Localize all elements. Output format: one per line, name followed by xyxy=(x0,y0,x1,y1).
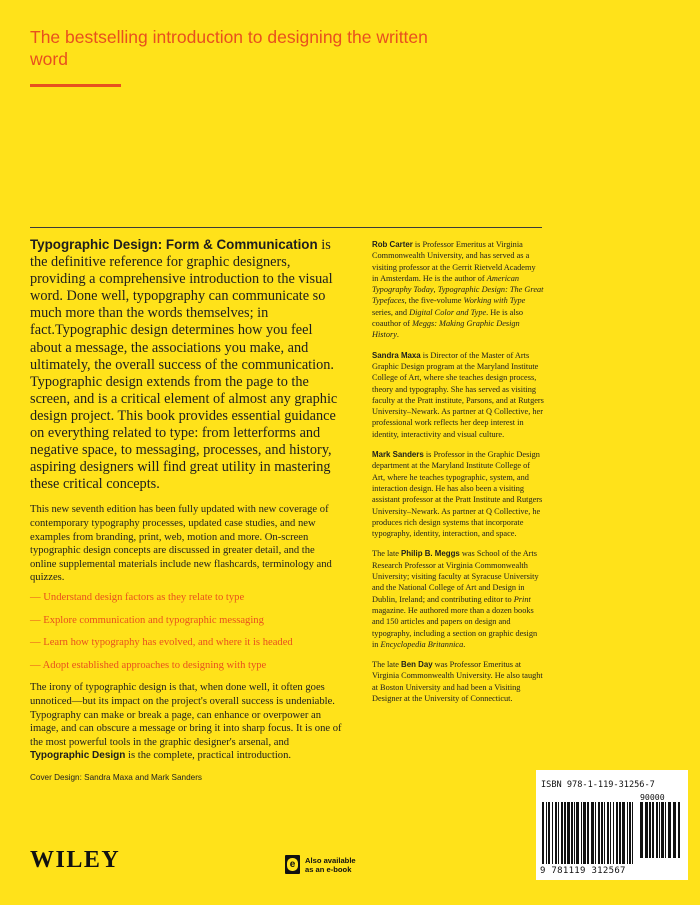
lead-text: is the definitive reference for graphic designers, providing a comprehensive introduction to the visual word. Done well, typopgraphy can communicate so much more than the words themselves; in fact.Typographic design determines how you feel about a message, the associations you make, and ultimately, the overall success of the communication. Typographic design extends from the page to the screen, and is a critical element of almost any graphic design project. This book provides essential guidance on everything related to type: from letterforms and negative space, to messaging, processes, and history, aspiring designers will find great utility in mastering these critical concepts. xyxy=(30,237,338,493)
barcode-bar xyxy=(629,802,631,864)
bio-text: series, and xyxy=(372,307,410,317)
bio-mark-sanders xyxy=(372,449,544,539)
book-reference: Meggs: Making Graphic Design History xyxy=(372,319,520,340)
bio-rob-carter xyxy=(372,239,544,341)
barcode-bar xyxy=(619,802,621,864)
barcode-bar xyxy=(649,802,651,858)
barcode-bar xyxy=(558,802,559,864)
barcode-icon xyxy=(542,802,682,864)
barcode-bar xyxy=(678,802,680,858)
bio-sandra-maxa xyxy=(372,350,544,440)
book-reference: American Typography Today xyxy=(372,273,520,295)
ebook-availability xyxy=(305,856,375,875)
author-name: Ben Day xyxy=(401,660,433,670)
bio-text: was School of the Arts Research Professor at Virginia Commonwealth University; visiting faculty at Syracuse University and the National College of Art and Design in Dublin, Ireland; and contributing editor to xyxy=(372,549,539,604)
barcode-bar xyxy=(583,802,586,864)
barcode-bar xyxy=(673,802,676,858)
barcode-bar xyxy=(548,802,550,864)
bio-text: , the five-volume xyxy=(404,296,464,306)
barcode-bar xyxy=(607,802,609,864)
book-reference: Working with Type xyxy=(463,296,526,306)
barcode-digits: 9 781119 312567 xyxy=(540,866,626,876)
ebook-icon xyxy=(285,855,300,874)
bio-text: The late xyxy=(372,660,402,670)
barcode-bar xyxy=(564,802,566,864)
barcode-bar xyxy=(595,802,596,864)
barcode-bar xyxy=(665,802,666,858)
feature-item: — Explore communication and typographic messaging xyxy=(30,614,264,626)
barcode-bar xyxy=(613,802,614,864)
price-code: 90000 xyxy=(640,792,665,802)
barcode-bar xyxy=(574,802,575,864)
author-name: Sandra Maxa xyxy=(372,350,421,360)
barcode-bar xyxy=(656,802,658,858)
bio-text: . xyxy=(463,639,466,649)
barcode-bar xyxy=(601,802,603,864)
isbn-number: ISBN 978-1-119-31256-7 xyxy=(541,780,655,790)
feature-list xyxy=(30,591,342,672)
bio-text: The late xyxy=(372,549,402,559)
barcode-bar xyxy=(567,802,570,864)
bio-text: was Professor Emeritus at Virginia Commonwealth University. He also taught at Boston University and had been a Visiting Designer at the University of Connecticut. xyxy=(372,660,543,703)
barcode-bar xyxy=(627,802,628,864)
section-divider xyxy=(30,227,542,228)
barcode-bar xyxy=(645,802,648,858)
bio-text: , xyxy=(433,285,438,295)
barcode-bar xyxy=(598,802,600,864)
closing-text: The irony of typographic design is that, when done well, it often goes unnoticed—but its impact on the project's overall success is undeniable. Typography can make or break a page, can enhance or overpower an image, and can obscure a message or bring it into sharp focus. It is one of the most powerful tools in the graphic designer's arsenal, and xyxy=(30,682,342,748)
ebook-line: Also available xyxy=(305,856,356,865)
bio-text: is Professor in the Graphic Design department at the Maryland Institute College of Art, where he teaches typographic, system, and interaction design. He has also been a visiting assistant professor at the Pratt Institute and Rutgers University–Newark. As partner at Q Collective, he produces rich design systems that incorporate typography, identity, interaction, and space. xyxy=(372,450,543,539)
description-column xyxy=(30,236,342,763)
bio-text: is Director of the Master of Arts Graphic Design program at the Maryland Institute College of Art, where she teaches design process, theory and typography. She has served as visiting faculty at the Pratt institute, Parsons, and at Rutgers University–Newark. As partner at Q Collective, her professional work reflects her deep interest in identity, interactivity and visual culture. xyxy=(372,350,544,439)
bio-philip-meggs xyxy=(372,548,544,650)
book-reference: Digital Color and Type xyxy=(409,307,487,317)
barcode-bar xyxy=(659,802,660,858)
lead-paragraph xyxy=(30,236,342,493)
barcode-bar xyxy=(542,802,544,864)
barcode-bar xyxy=(632,802,633,864)
bio-text: is Professor Emeritus at Virginia Commonwealth University, and has served as a visiting professor at the Gerrit Rietveld Academy in Amsterdam. He is the author of xyxy=(372,240,536,283)
barcode-bar xyxy=(616,802,618,864)
author-bios-column xyxy=(372,239,544,713)
publication-reference: Print xyxy=(513,594,531,604)
barcode-bar xyxy=(555,802,557,864)
barcode-bar xyxy=(587,802,589,864)
book-title: Typographic Design: Form & Communication xyxy=(30,237,318,252)
feature-item: — Learn how typography has evolved, and where it is headed xyxy=(30,637,293,649)
barcode-panel xyxy=(536,770,688,880)
edition-paragraph: This new seventh edition has been fully updated with new coverage of contemporary typography processes, updated case studies, and new examples from branding, print, web, motion and more. On-screen typographic design concepts are discussed in greater detail, and the online supplemental materials include new flashcards, terminology and quizzes. xyxy=(30,504,332,584)
ebook-icon-letter: e xyxy=(287,858,298,871)
barcode-bar xyxy=(571,802,573,864)
feature-item: — Adopt established approaches to designing with type xyxy=(30,659,267,671)
barcode-bar xyxy=(561,802,563,864)
barcode-bar xyxy=(661,802,664,858)
bio-text: . xyxy=(396,330,399,340)
author-name: Mark Sanders xyxy=(372,450,424,460)
cover-tagline: The bestselling introduction to designing the written word xyxy=(30,27,428,69)
barcode-bar xyxy=(610,802,611,864)
barcode-bar xyxy=(652,802,654,858)
author-name: Philip B. Meggs xyxy=(401,549,460,559)
barcode-bar xyxy=(546,802,547,864)
barcode-bar xyxy=(576,802,579,864)
closing-end: is the complete, practical introduction. xyxy=(125,750,292,762)
publisher-logo: WILEY xyxy=(30,847,121,873)
author-name: Rob Carter xyxy=(372,240,413,249)
book-reference: Typographic Design: The Great Typefaces xyxy=(372,285,544,306)
barcode-bar xyxy=(604,802,605,864)
barcode-bar xyxy=(552,802,553,864)
closing-paragraph xyxy=(30,681,342,763)
barcode-bar xyxy=(581,802,582,864)
bio-text: magazine. He authored more than a dozen books and 150 articles and papers on design and typography, including a section on graphic design in xyxy=(372,605,538,649)
closing-title: Typographic Design xyxy=(30,750,126,762)
tagline-underline xyxy=(30,84,121,87)
barcode-bar xyxy=(591,802,594,864)
publication-reference: Encyclopedia Britannica xyxy=(380,639,464,649)
cover-design-credit: Cover Design: Sandra Maxa and Mark Sanders xyxy=(30,773,203,782)
barcode-bar xyxy=(640,802,643,858)
barcode-bar xyxy=(668,802,671,858)
ebook-line: as an e-book xyxy=(305,865,352,875)
barcode-bar xyxy=(622,802,625,864)
bio-ben-day xyxy=(372,659,544,704)
bio-text: . He is also coauthor of xyxy=(372,307,524,329)
feature-item: — Understand design factors as they relate to type xyxy=(30,591,245,603)
